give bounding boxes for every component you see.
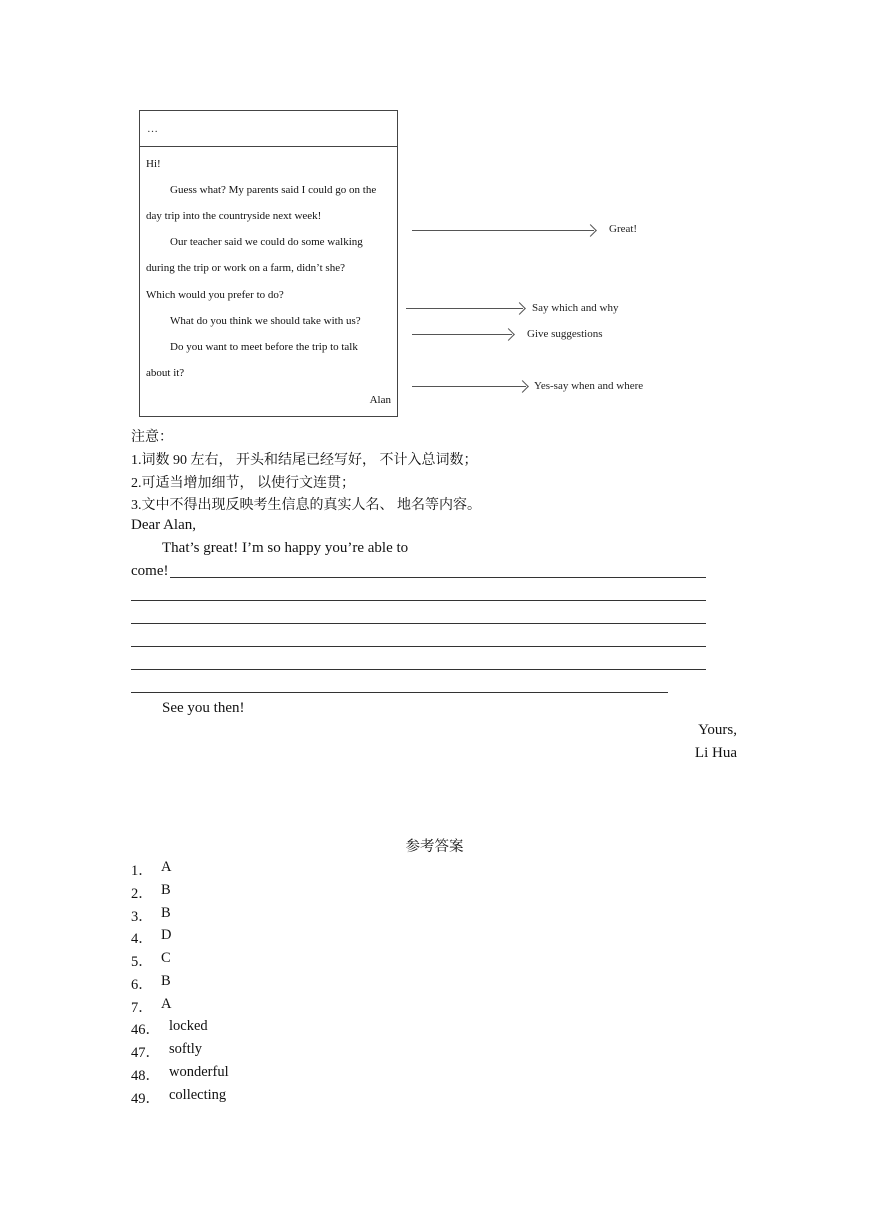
note-item: 3.文中不得出现反映考生信息的真实人名、 地名等内容。 xyxy=(131,498,481,513)
arrow-icon xyxy=(412,334,512,335)
answer-value: softly xyxy=(169,1041,203,1057)
answer-value: collecting xyxy=(169,1087,227,1103)
email-line: day trip into the countryside next week! xyxy=(146,210,322,222)
answer-value: B xyxy=(161,905,171,921)
note-item: 2.可适当增加细节， 以使行文连贯； xyxy=(131,476,355,491)
answer-number: 1． xyxy=(131,863,153,879)
answer-number: 7． xyxy=(131,1000,153,1016)
answer-value: A xyxy=(161,859,172,875)
letter-closing: See you then! xyxy=(162,700,245,716)
answer-blank-line[interactable] xyxy=(131,669,706,670)
answer-number: 2． xyxy=(131,886,153,902)
annotation-yes-say: Yes-say when and where xyxy=(534,380,644,392)
email-signature: Alan xyxy=(369,394,391,406)
letter-greeting: Dear Alan, xyxy=(131,517,196,533)
email-line: Do you want to meet before the trip to talk xyxy=(170,341,358,353)
answer-blank-line[interactable] xyxy=(131,600,706,601)
email-line: Guess what? My parents said I could go on the xyxy=(170,184,377,196)
letter-come: come! xyxy=(131,563,169,579)
answer-number: 47． xyxy=(131,1045,160,1061)
answer-value: locked xyxy=(169,1018,208,1034)
arrow-icon xyxy=(406,308,523,309)
email-line: about it? xyxy=(146,367,185,379)
answer-blank-line[interactable] xyxy=(131,692,668,693)
answer-value: C xyxy=(161,950,171,966)
answers-title: 参考答案 xyxy=(405,839,464,855)
answer-value: A xyxy=(161,996,172,1012)
answer-number: 6． xyxy=(131,977,153,993)
answer-value: wonderful xyxy=(169,1064,229,1080)
answer-value: D xyxy=(161,927,172,943)
notes-title: 注意： xyxy=(131,430,173,445)
annotation-suggestions: Give suggestions xyxy=(527,328,603,340)
email-line: Our teacher said we could do some walking xyxy=(170,236,363,248)
answer-number: 5． xyxy=(131,954,153,970)
answer-blank-line[interactable] xyxy=(170,577,706,578)
answer-number: 49． xyxy=(131,1091,160,1107)
letter-name: Li Hua xyxy=(694,745,737,761)
email-line: What do you think we should take with us? xyxy=(170,315,361,327)
answer-blank-line[interactable] xyxy=(131,646,706,647)
letter-opening: That’s great! I’m so happy you’re able to xyxy=(162,540,409,556)
letter-sign-off: Yours, xyxy=(698,722,737,738)
arrow-icon xyxy=(412,386,526,387)
answer-number: 46． xyxy=(131,1022,160,1038)
answer-number: 3． xyxy=(131,909,153,925)
email-line: during the trip or work on a farm, didn’t she? xyxy=(146,262,345,274)
answer-number: 4． xyxy=(131,931,153,947)
answer-blank-line[interactable] xyxy=(131,623,706,624)
note-item: 1.词数 90 左右， 开头和结尾已经写好， 不计入总词数； xyxy=(131,453,478,468)
email-line: Which would you prefer to do? xyxy=(146,289,284,301)
annotation-say-which: Say which and why xyxy=(532,302,619,314)
answer-value: B xyxy=(161,882,171,898)
arrow-icon xyxy=(412,230,594,231)
email-box xyxy=(139,110,398,417)
answer-number: 48． xyxy=(131,1068,160,1084)
email-header: … xyxy=(140,111,397,147)
annotation-great: Great! xyxy=(609,223,638,235)
answer-value: B xyxy=(161,973,171,989)
email-line-greeting: Hi! xyxy=(146,158,161,170)
